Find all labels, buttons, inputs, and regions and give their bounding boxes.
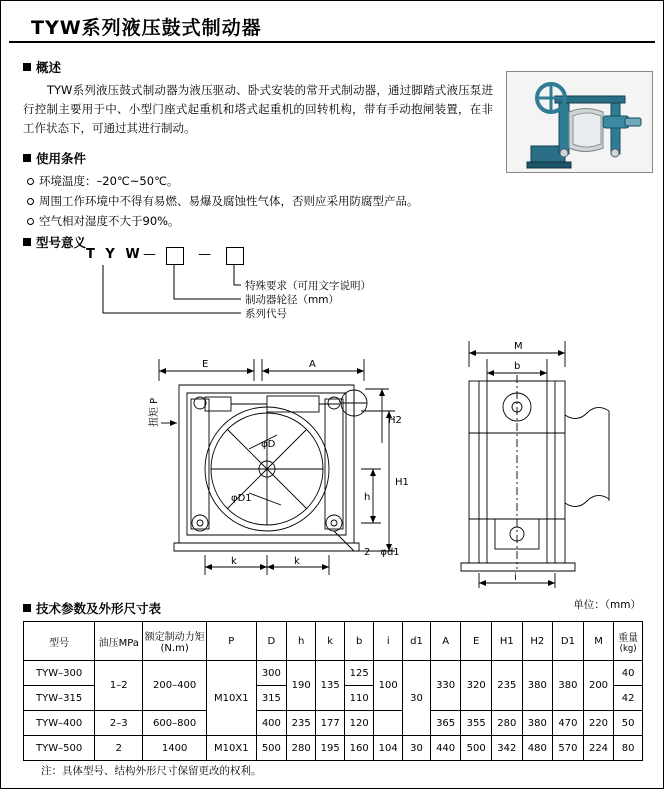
bullet-circle-icon: [27, 198, 34, 205]
dim-label-k1: k: [231, 556, 237, 567]
dim-label-M: M: [514, 341, 523, 352]
cell-torque-2: 600–800: [143, 711, 207, 736]
cell-D1-2: 470: [553, 711, 584, 736]
bullet-square-icon: [23, 63, 31, 71]
overview-paragraph: TYW系列液压鼓式制动器为液压驱动、卧式安装的常开式制动器，通过脚踏式液压泵进行控制主要用于中、小型门座式起重机和塔式起重机的回转机构，带有手动抱闸装置，在非工作状态下，可通过其进行制动。: [23, 83, 493, 135]
col-header-weight: [614, 622, 643, 661]
col-header-H2: H2: [522, 622, 553, 661]
cell-model-1: TYW–315: [24, 686, 95, 711]
cell-H2-0: 380: [522, 661, 553, 711]
col-header-M: M: [583, 622, 614, 661]
col-header-torque: [143, 622, 207, 661]
cell-k-0: 135: [316, 661, 345, 711]
col-header-weight-line2: (kg): [619, 643, 637, 654]
cell-pressure-0: 1–2: [95, 661, 143, 711]
cell-pressure-3: 2: [95, 736, 143, 761]
cell-torque-0: 200–400: [143, 661, 207, 711]
dim-label-k2: k: [294, 556, 300, 567]
section-heading-overview: 概述: [23, 58, 61, 76]
cell-M-2: 220: [583, 711, 614, 736]
dim-label-D1: φD1: [231, 493, 252, 504]
bullet-square-icon: [23, 238, 31, 246]
cell-i-3: 104: [374, 736, 403, 761]
cell-h-0: 190: [287, 661, 316, 711]
cell-weight-0: 40: [614, 661, 643, 686]
model-dash-2: —: [198, 247, 211, 262]
cell-model-3: TYW–500: [24, 736, 95, 761]
col-header-H1: H1: [491, 622, 522, 661]
dim-label-H1: H1: [395, 477, 409, 488]
table-header-row: [24, 622, 643, 661]
dim-label-d1: 2－φd1: [364, 547, 400, 558]
section-heading-model: 型号意义: [23, 233, 86, 251]
cell-D-0: 300: [256, 661, 287, 686]
model-label-2: 制动器轮径（mm）: [245, 294, 339, 306]
cell-H2-3: 480: [522, 736, 553, 761]
bullet-circle-icon: [27, 178, 34, 185]
unit-label: 单位：（mm）: [573, 599, 641, 611]
col-header-P: P: [207, 622, 257, 661]
cell-A-0: 330: [430, 661, 461, 711]
bullet-square-icon: [23, 154, 31, 162]
cell-model-2: TYW–400: [24, 711, 95, 736]
cell-M-3: 224: [583, 736, 614, 761]
section-heading-table: 技术参数及外形尺寸表: [23, 599, 161, 617]
page-title: TYW系列液压鼓式制动器: [31, 17, 262, 39]
cell-h-3: 280: [287, 736, 316, 761]
col-header-E: E: [461, 622, 492, 661]
cell-M-0: 200: [583, 661, 614, 711]
col-header-torque-line1: 额定制动力矩: [144, 632, 205, 643]
cell-b-2: 120: [345, 711, 374, 736]
product-photo: [506, 71, 653, 173]
dim-label-H2: H2: [388, 415, 402, 426]
cell-P-3: M10X1: [207, 736, 257, 761]
cell-pressure-2: 2–3: [95, 711, 143, 736]
bullet-square-icon: [23, 604, 31, 612]
model-label-3: 系列代号: [245, 308, 287, 320]
model-code-text: T Y W: [86, 247, 143, 262]
table-row: [24, 661, 643, 686]
cell-k-2: 177: [316, 711, 345, 736]
cell-H1-2: 280: [491, 711, 522, 736]
model-designation-diagram: [61, 241, 481, 321]
condition-item-3: 空气相对湿度不大于90%。: [27, 213, 180, 229]
col-header-A: A: [430, 622, 461, 661]
table-row: [24, 711, 643, 736]
page-title-bar: [9, 9, 655, 43]
dim-label-b: b: [514, 361, 521, 372]
cell-E-0: 320: [461, 661, 492, 711]
cell-weight-1: 42: [614, 686, 643, 711]
cell-d1-3: 30: [403, 736, 431, 761]
cell-H2-2: 380: [522, 711, 553, 736]
cell-h-2: 235: [287, 711, 316, 736]
cell-i-2: [374, 711, 403, 736]
table-row: [24, 736, 643, 761]
cell-i-0: 100: [374, 661, 403, 711]
cell-weight-3: 80: [614, 736, 643, 761]
col-header-weight-line1: 重量: [618, 632, 639, 644]
cell-E-3: 500: [461, 736, 492, 761]
dim-label-E: E: [202, 359, 209, 370]
cell-model-0: TYW–300: [24, 661, 95, 686]
spec-table: [23, 621, 643, 761]
col-header-model: 型号: [24, 622, 95, 661]
dim-label-h: h: [364, 492, 371, 503]
cell-P-0: M10X1: [207, 661, 257, 736]
condition-item-2: 周围工作环境中不得有易燃、易爆及腐蚀性气体，否则应采用防腐型产品。: [27, 193, 419, 209]
cell-b-1: 110: [345, 686, 374, 711]
col-header-D: D: [256, 622, 287, 661]
model-label-1: 特殊要求（可用文字说明）: [245, 280, 371, 292]
col-header-d1: d1: [403, 622, 431, 661]
cell-H1-3: 342: [491, 736, 522, 761]
model-dash-1: —: [143, 247, 156, 262]
cell-E-2: 355: [461, 711, 492, 736]
col-header-pressure: 油压MPa: [95, 622, 143, 661]
dim-label-D: φD: [261, 439, 276, 450]
cell-D-2: 400: [256, 711, 287, 736]
section-heading-conditions: 使用条件: [23, 149, 86, 167]
col-header-b: b: [345, 622, 374, 661]
table-note: 注：具体型号、结构外形尺寸保留更改的权利。: [41, 765, 262, 777]
cell-D-1: 315: [256, 686, 287, 711]
cell-b-3: 160: [345, 736, 374, 761]
condition-item-1: 环境温度：–20℃~50℃。: [27, 173, 178, 189]
cell-D-3: 500: [256, 736, 287, 761]
col-header-k: k: [316, 622, 345, 661]
cell-weight-2: 50: [614, 711, 643, 736]
cell-A-2: 365: [430, 711, 461, 736]
cell-torque-3: 1400: [143, 736, 207, 761]
dim-label-torque: 扭矩 P: [149, 397, 160, 427]
col-header-torque-line2: (N.m): [160, 643, 189, 654]
bullet-circle-icon: [27, 218, 34, 225]
cell-k-3: 195: [316, 736, 345, 761]
cell-D1-0: 380: [553, 661, 584, 711]
cell-D1-3: 570: [553, 736, 584, 761]
col-header-D1: D1: [553, 622, 584, 661]
dim-label-A: A: [309, 359, 316, 370]
technical-drawing: [9, 323, 655, 588]
col-header-h: h: [287, 622, 316, 661]
cell-A-3: 440: [430, 736, 461, 761]
cell-H1-0: 235: [491, 661, 522, 711]
dim-label-i: i: [514, 572, 517, 583]
cell-b-0: 125: [345, 661, 374, 686]
cell-d1-0: 30: [403, 661, 431, 736]
col-header-i: i: [374, 622, 403, 661]
